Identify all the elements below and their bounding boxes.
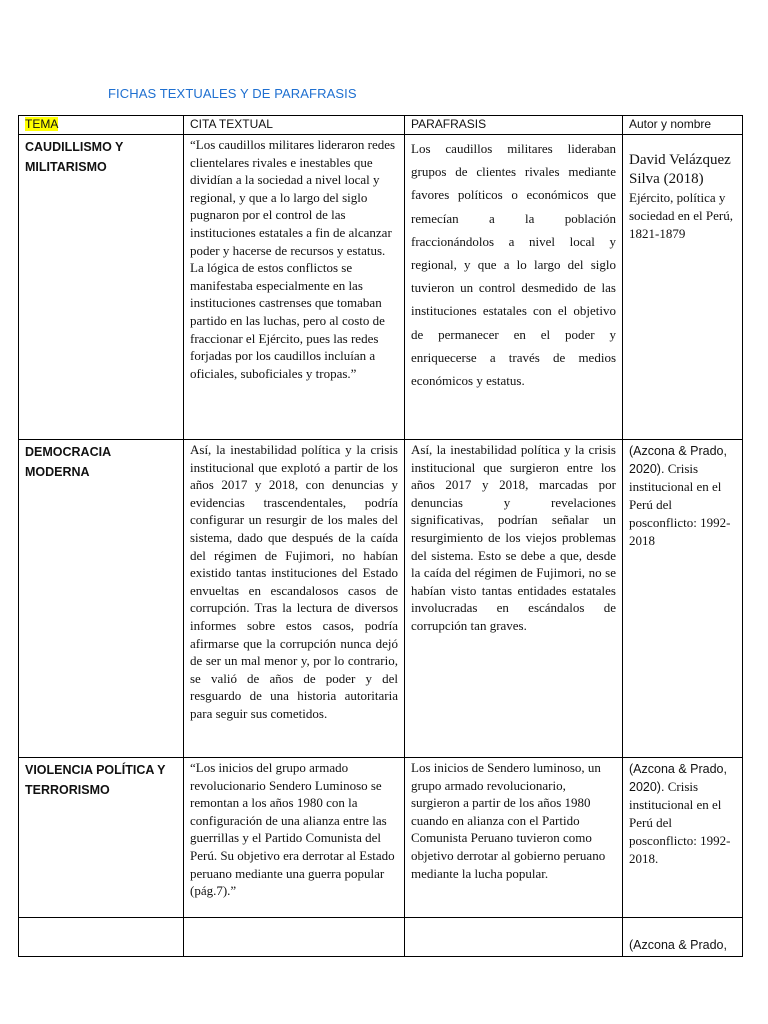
autor-work: Crisis institucional en el Perú del posconflicto: 1992-2018 bbox=[629, 461, 731, 548]
autor-cell bbox=[623, 440, 743, 758]
autor-name: David Velázquez Silva (2018) bbox=[629, 152, 731, 187]
autor-citation: (Azcona & Prado, 2020). bbox=[629, 444, 727, 476]
parafrasis-cell: Los inicios de Sendero luminoso, un grupo armado revolucionario, surgieron a partir de los años 1980 cuando en alianza con el Partido Comunista Peruano tuvieron como objetivo derrotar al gobierno peruano mediante la lucha popular. bbox=[405, 758, 623, 918]
cita-cell: “Los inicios del grupo armado revolucionario Sendero Luminoso se remontan a los años 1980 con la configuración de una alianza entre las guerrillas y el Partido Comunista del Perú. Su objetivo era derrotar al Estado peruano mediante una guerra popular (pág.7).” bbox=[184, 758, 405, 918]
header-tema-label: TEMA bbox=[25, 117, 59, 131]
document-title: FICHAS TEXTUALES Y DE PARAFRASIS bbox=[108, 86, 357, 101]
table-row bbox=[19, 918, 743, 957]
parafrasis-cell: Los caudillos militares lideraban grupos de clientes rivales mediante favores políticos o económicos que remecían a la población fraccionándolos a nivel local y regional, y que a lo largo del siglo tuvieron un control desmedido de las instituciones estatales con el objetivo de permanecer en el poder y enriquecerse a través de medios económicos y estatus. bbox=[405, 135, 623, 440]
table-row bbox=[19, 758, 743, 918]
header-parafrasis: PARAFRASIS bbox=[405, 116, 623, 135]
tema-cell bbox=[19, 918, 184, 957]
autor-cell bbox=[623, 135, 743, 440]
header-tema bbox=[19, 116, 184, 135]
tema-cell: CAUDILLISMO Y MILITARISMO bbox=[19, 135, 184, 440]
parafrasis-cell bbox=[405, 918, 623, 957]
table-header-row bbox=[19, 116, 743, 135]
autor-work: Ejército, política y sociedad en el Perú, 1821-1879 bbox=[629, 190, 733, 241]
fichas-table bbox=[18, 115, 743, 957]
autor-work: Crisis institucional en el Perú del posconflicto: 1992-2018. bbox=[629, 779, 731, 866]
autor-citation: (Azcona & Prado, bbox=[629, 938, 727, 952]
header-autor: Autor y nombre bbox=[623, 116, 743, 135]
cita-cell: “Los caudillos militares lideraron redes clientelares rivales e inestables que dividían a la sociedad a nivel local y regional, y que a lo largo del siglo pugnaron por el control de las instituciones estatales a fin de alcanzar poder y hacerse de recursos y estatus. La lógica de estos conflictos se manifestaba especialmente en las instituciones castrenses que tomaban partido en las luchas, pero al costo de fraccionar el Ejército, pues las redes forjadas por los caudillos incluían a oficiales, suboficiales y tropas.” bbox=[184, 135, 405, 440]
tema-cell: VIOLENCIA POLÍTICA Y TERRORISMO bbox=[19, 758, 184, 918]
autor-cell bbox=[623, 918, 743, 957]
header-cita-textual: CITA TEXTUAL bbox=[184, 116, 405, 135]
cita-cell: Así, la inestabilidad política y la crisis institucional que explotó a partir de los años 2017 y 2018, con denuncias y evidencias trascendentales, podría configurar un resurgir de los males del sistema, dado que después de la caída del régimen de Fujimori, no habían existido tantas instituciones del Estado envueltas en escandalosos casos de corrupción. Tras la lectura de diversos informes sobre estos casos, podría afirmarse que la corrupción nunca dejó de ser un mal menor y, por lo contrario, se valió de años de poder y del resguardo de una historia autoritaria para seguir sus cometidos. bbox=[184, 440, 405, 758]
autor-citation: (Azcona & Prado, 2020). bbox=[629, 762, 727, 794]
cita-cell bbox=[184, 918, 405, 957]
tema-cell: DEMOCRACIA MODERNA bbox=[19, 440, 184, 758]
autor-cell bbox=[623, 758, 743, 918]
table-row bbox=[19, 135, 743, 440]
table-row bbox=[19, 440, 743, 758]
parafrasis-cell: Así, la inestabilidad política y la crisis institucional que surgieron entre los años 2017 y 2018, marcadas por denuncias y revelaciones significativas, podrían señalar un resurgimiento de los viejos problemas del sistema. Esto se debe a que, desde la caída del régimen de Fujimori, no se habían visto tantas entidades estatales involucradas en escándalos de corrupción tan graves. bbox=[405, 440, 623, 758]
